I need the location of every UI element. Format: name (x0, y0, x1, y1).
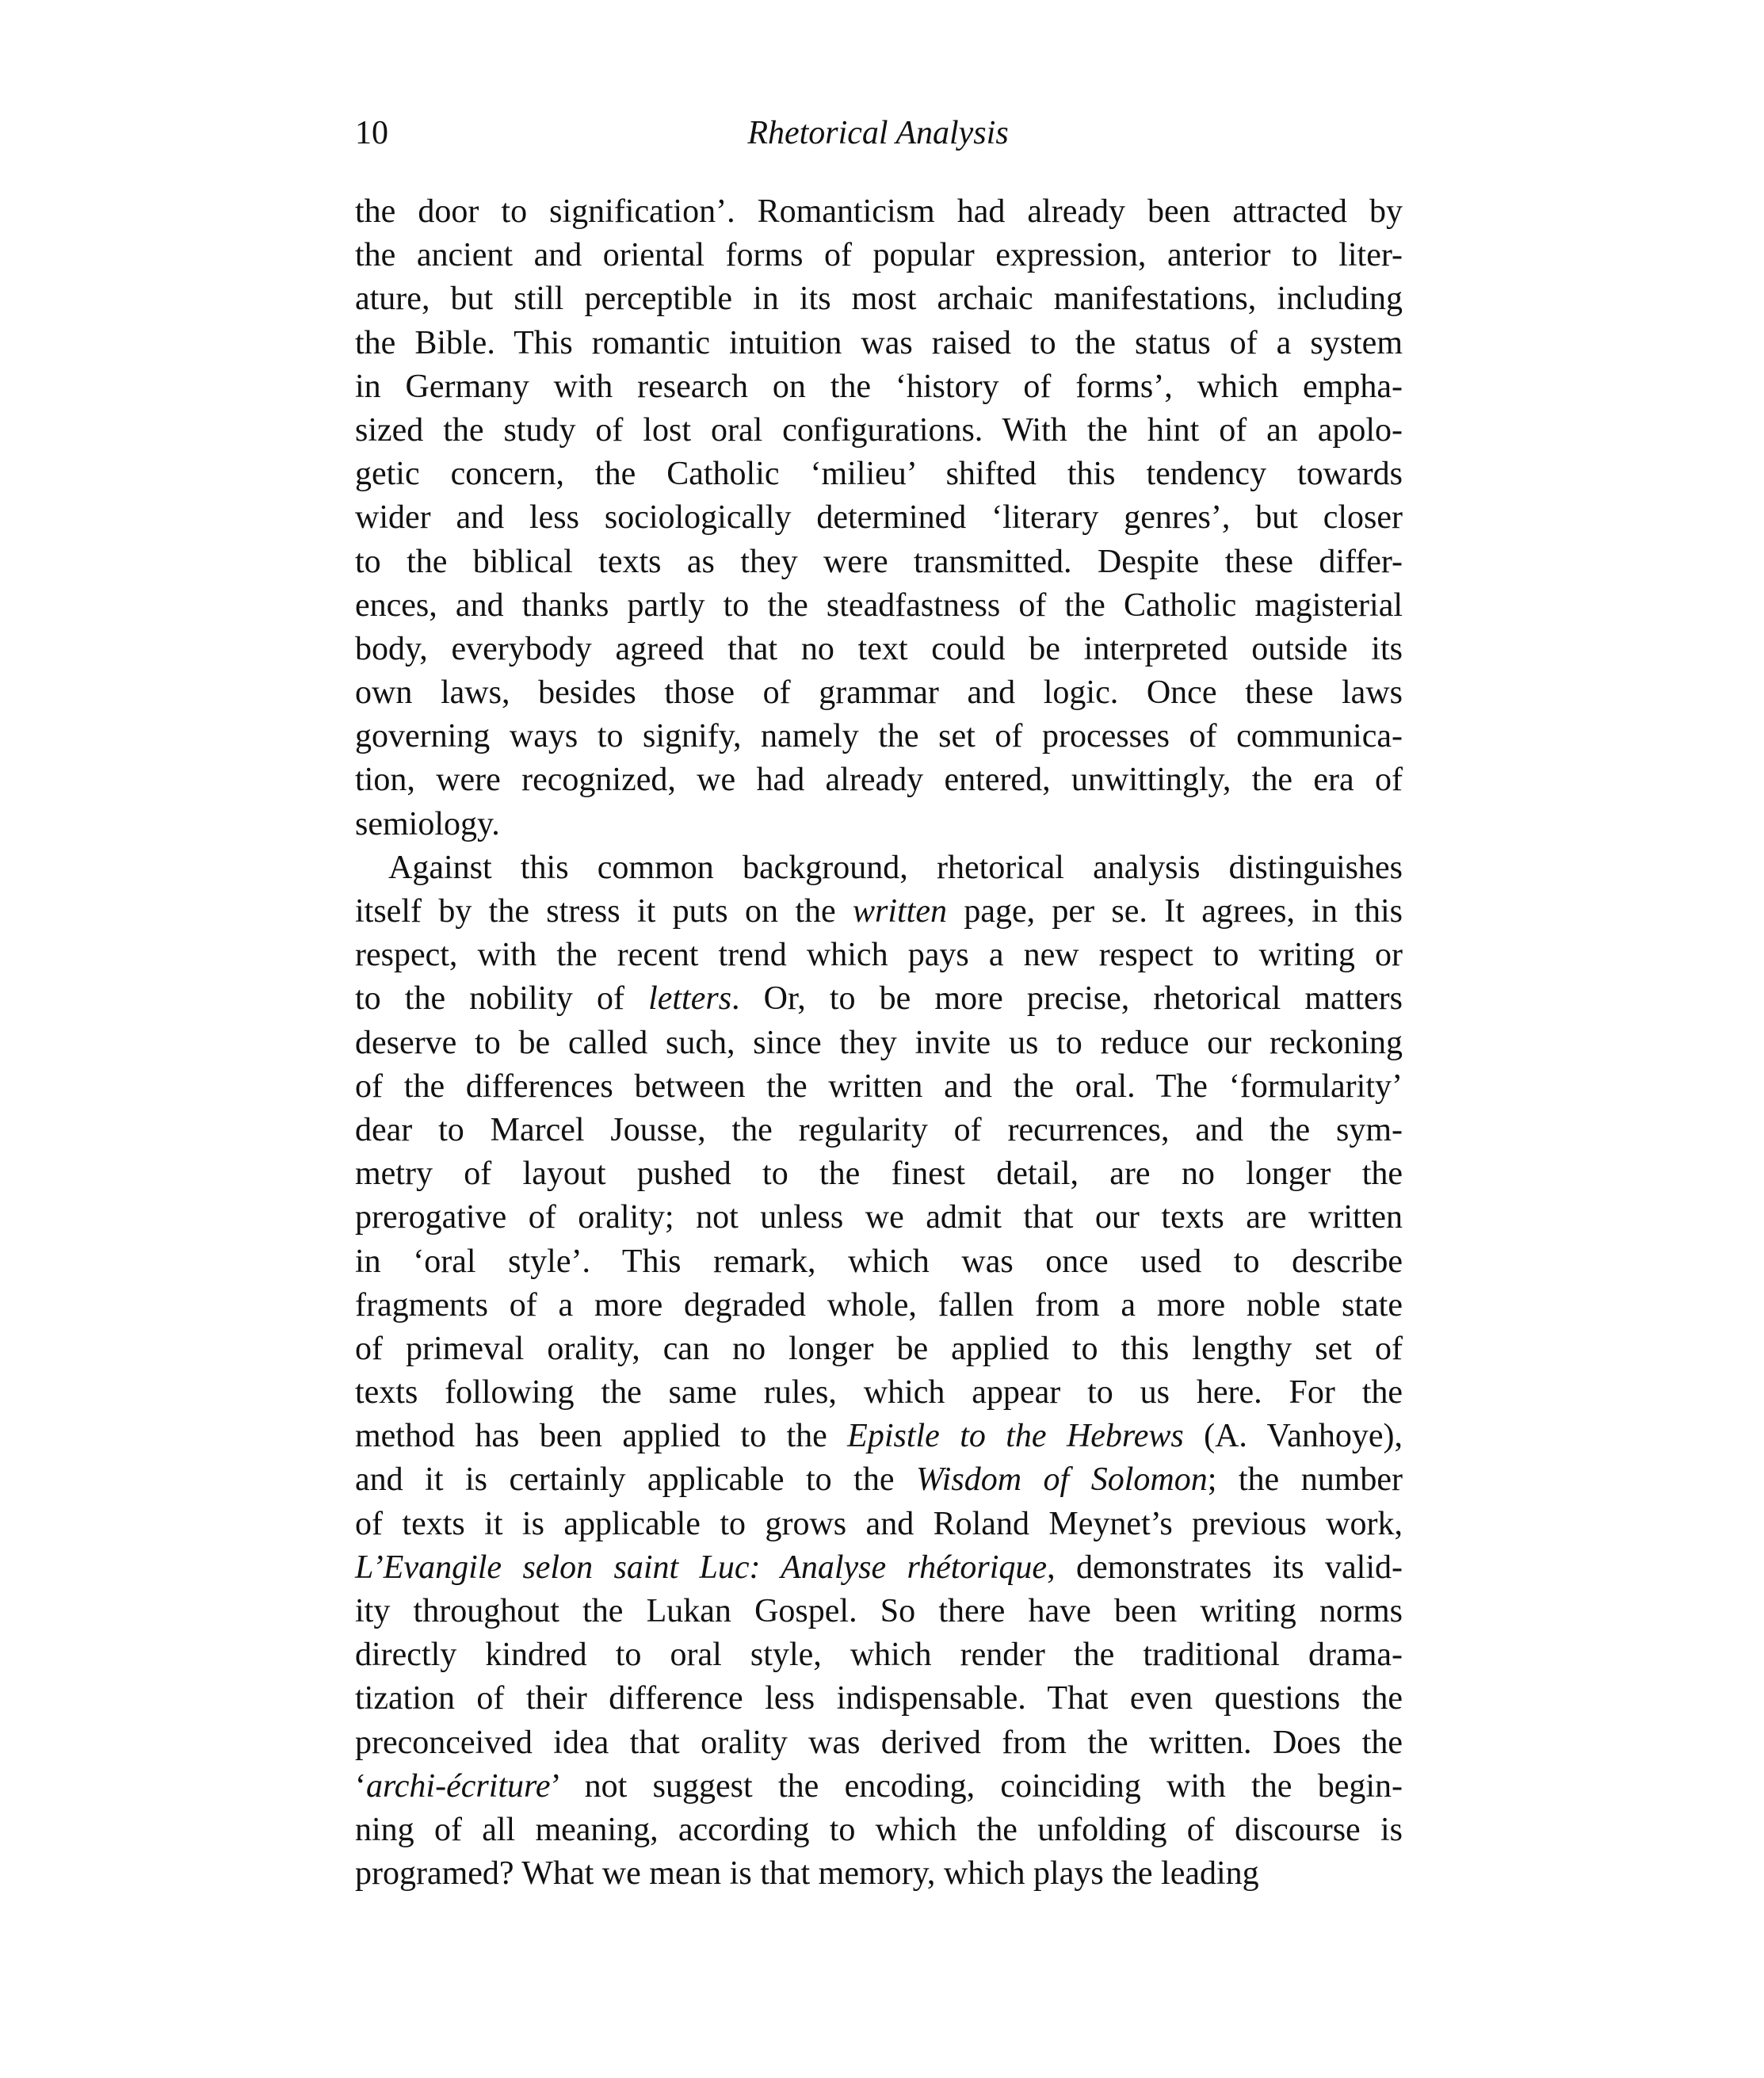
text-segment: ature, but still perceptible in its most archaic manifestations, including (355, 281, 1403, 318)
text-segment: of the differences between the written and the oral. The ‘formularity’ (355, 1068, 1403, 1105)
text-line (355, 758, 1403, 802)
text-segment: ity throughout the Lukan Gospel. So there have been writing norms (355, 1593, 1403, 1629)
running-head (355, 109, 1401, 157)
text-line (355, 1503, 1403, 1546)
italic-text: letters (648, 980, 732, 1018)
text-segment: the Bible. This romantic intuition was raised to the status of a system (355, 324, 1403, 361)
text-segment: preconceived idea that orality was derived from the written. Does the (355, 1724, 1403, 1761)
text-line (355, 803, 1403, 846)
text-line (355, 1240, 1403, 1284)
text-line (355, 1677, 1403, 1721)
text-line (355, 1546, 1403, 1590)
body-text (355, 190, 1403, 1896)
text-segment: getic concern, the Catholic ‘milieu’ shifted this tendency towards (355, 456, 1403, 493)
text-line (355, 234, 1403, 277)
italic-text: archi-écriture (366, 1767, 551, 1805)
text-line (355, 628, 1403, 671)
text-segment: page, per se. It agrees, in this (946, 893, 1403, 930)
text-segment: fragments of a more degraded whole, fallen from a more noble state (355, 1286, 1403, 1324)
text-segment: tion, were recognized, we had already entered, unwittingly, the era of (355, 762, 1403, 799)
text-line (355, 277, 1403, 321)
text-line (355, 1852, 1403, 1896)
italic-text: Wisdom of Solomon (916, 1461, 1208, 1499)
text-line (355, 1809, 1403, 1852)
text-line (355, 934, 1403, 977)
text-line (355, 1327, 1403, 1371)
text-segment: to the biblical texts as they were transmitted. Despite these differ- (355, 543, 1403, 580)
text-line (355, 453, 1403, 496)
text-segment: ’ not suggest the encoding, coinciding with the begin- (550, 1767, 1403, 1805)
text-line (355, 846, 1403, 890)
paragraph (355, 190, 1403, 846)
text-segment: in Germany with research on the ‘history of forms’, which empha- (355, 368, 1403, 405)
text-segment: own laws, besides those of grammar and logic. Once these laws (355, 674, 1403, 712)
page-number: 10 (355, 115, 388, 151)
text-line (355, 1633, 1403, 1677)
text-segment: method has been applied to the (355, 1418, 848, 1455)
text-segment: (A. Vanhoye), (1183, 1418, 1403, 1455)
text-segment: tization of their difference less indispensable. That even questions the (355, 1680, 1403, 1717)
text-segment: in ‘oral style’. This remark, which was once used to describe (355, 1243, 1403, 1280)
text-segment: metry of layout pushed to the finest detail, are no longer the (355, 1156, 1403, 1193)
italic-text: written (852, 893, 947, 930)
paragraph (355, 846, 1403, 1897)
text-segment: ‘ (355, 1767, 366, 1805)
text-segment: governing ways to signify, namely the set of processes of communica- (355, 718, 1403, 755)
text-segment: itself by the stress it puts on the (355, 893, 853, 930)
text-segment: directly kindred to oral style, which render the traditional drama- (355, 1637, 1403, 1674)
text-segment: to the nobility of (355, 980, 649, 1018)
text-line (355, 1371, 1403, 1415)
text-segment: the door to signification’. Romanticism had already been attracted by (355, 193, 1403, 230)
text-line (355, 1022, 1403, 1065)
text-segment: sized the study of lost oral configurations. With the hint of an apolo- (355, 411, 1403, 449)
text-line (355, 1765, 1403, 1809)
text-segment: body, everybody agreed that no text could be interpreted outside its (355, 630, 1403, 667)
text-line (355, 1721, 1403, 1765)
text-segment: ning of all meaning, according to which the unfolding of discourse is (355, 1811, 1403, 1848)
text-segment: wider and less sociologically determined ‘literary genres’, but closer (355, 499, 1403, 537)
running-title: Rhetorical Analysis (747, 115, 1009, 151)
text-line (355, 715, 1403, 758)
text-line (355, 977, 1403, 1021)
text-segment: deserve to be called such, since they invite us to reduce our reckoning (355, 1024, 1403, 1061)
text-line (355, 190, 1403, 234)
text-line (355, 541, 1403, 584)
text-segment: ences, and thanks partly to the steadfastness of the Catholic magisterial (355, 586, 1403, 624)
italic-text: Epistle to the Hebrews (847, 1418, 1184, 1455)
text-line (355, 1109, 1403, 1152)
text-segment: of primeval orality, can no longer be applied to this lengthy set of (355, 1330, 1403, 1367)
text-line (355, 322, 1403, 365)
text-line (355, 1590, 1403, 1633)
text-line (355, 584, 1403, 628)
text-segment: programed? What we mean is that memory, which plays the leading (355, 1855, 1259, 1893)
text-segment: ; the number (1207, 1461, 1403, 1499)
text-line (355, 1284, 1403, 1327)
italic-text: L’Evangile selon saint Luc: Analyse rhétorique (355, 1549, 1048, 1586)
text-segment: dear to Marcel Jousse, the regularity of recurrences, and the sym- (355, 1111, 1403, 1148)
text-segment: , demonstrates its valid- (1047, 1549, 1403, 1586)
text-segment: semiology. (355, 805, 500, 842)
text-segment: Against this common background, rhetorical analysis distinguishes (388, 849, 1403, 886)
text-line (355, 496, 1403, 540)
text-line (355, 1415, 1403, 1458)
text-segment: and it is certainly applicable to the (355, 1461, 917, 1499)
text-line (355, 409, 1403, 453)
text-segment: prerogative of orality; not unless we admit that our texts are written (355, 1199, 1403, 1236)
text-line (355, 1065, 1403, 1109)
text-line (355, 1458, 1403, 1502)
text-segment: texts following the same rules, which appear to us here. For the (355, 1374, 1403, 1411)
text-line (355, 890, 1403, 934)
text-segment: . Or, to be more precise, rhetorical matters (731, 980, 1403, 1018)
text-line (355, 1196, 1403, 1240)
text-segment: respect, with the recent trend which pays a new respect to writing or (355, 937, 1403, 974)
text-line (355, 365, 1403, 409)
text-line (355, 1152, 1403, 1196)
text-segment: the ancient and oriental forms of popular expression, anterior to liter- (355, 237, 1403, 274)
text-segment: of texts it is applicable to grows and Roland Meynet’s previous work, (355, 1505, 1403, 1542)
text-line (355, 671, 1403, 715)
